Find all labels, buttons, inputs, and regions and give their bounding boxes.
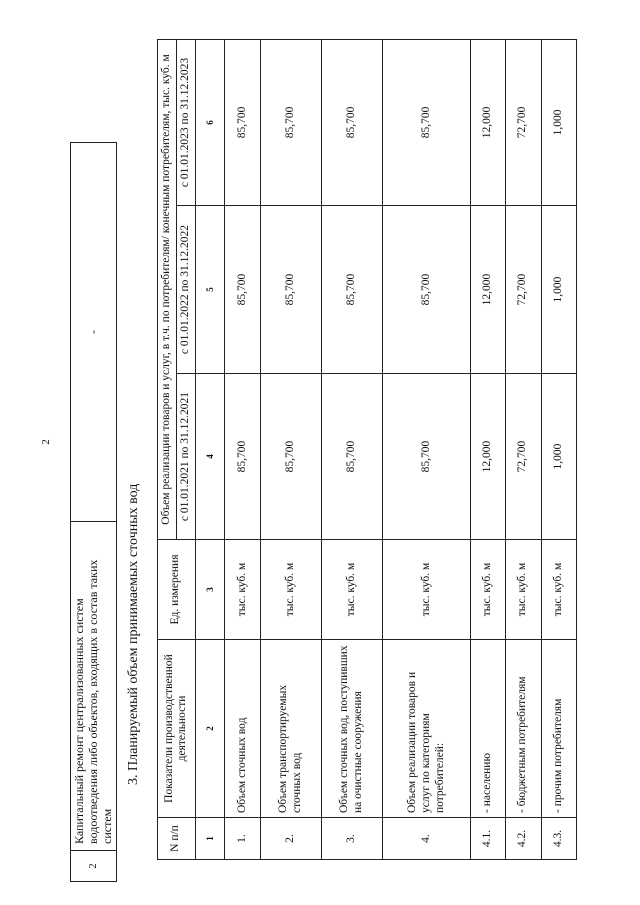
table-row [225, 39, 260, 859]
cell-value-2022: 85,700 [383, 206, 470, 374]
cell-indicator: Объем транспортируемых сточных вод [260, 640, 321, 818]
cell-indicator: - бюджетным потребителям [506, 640, 541, 818]
cell-value-2022: 85,700 [322, 206, 383, 374]
cell-value-2023: 85,700 [383, 39, 470, 205]
header-num: N п/п [158, 818, 196, 860]
cell-value-2022: 72,700 [506, 206, 541, 374]
wastewater-volume-table [157, 40, 577, 860]
cell-value-2022: 1,000 [541, 206, 576, 374]
cell-num: 2. [260, 818, 321, 860]
header-unit: Ед. измерения [158, 540, 196, 640]
cell-value-2023: 12,000 [470, 39, 505, 205]
cell-unit: тыс. куб. м [260, 540, 321, 640]
cell-value-2022: 85,700 [260, 206, 321, 374]
cell-value-2021: 85,700 [322, 374, 383, 540]
column-number: 1 [195, 818, 225, 860]
cell-num: 1. [225, 818, 260, 860]
row-number: 2 [71, 851, 117, 882]
cell-num: 4.3. [541, 818, 576, 860]
cell-value-2021: 85,700 [260, 374, 321, 540]
cell-value-2021: 12,000 [470, 374, 505, 540]
page-number: 2 [40, 439, 52, 445]
section-title: 3. Планируемый объем принимаемых сточных вод [126, 483, 141, 785]
header-group: Объем реализации товаров и услуг, в т.ч. по потребителям/ конечным потребителям, тыс. куб. м [158, 39, 177, 539]
header-period-2023: с 01.01.2023 по 31.12.2023 [176, 39, 195, 205]
cell-value-2021: 85,700 [225, 374, 260, 540]
cell-unit: тыс. куб. м [470, 540, 505, 640]
table-row [260, 39, 321, 859]
cell-unit: тыс. куб. м [506, 540, 541, 640]
cell-unit: тыс. куб. м [225, 540, 260, 640]
capital-repair-table [70, 142, 114, 882]
cell-value-2022: 12,000 [470, 206, 505, 374]
cell-value-2023: 85,700 [322, 39, 383, 205]
table-row [541, 39, 576, 859]
table-row [383, 39, 470, 859]
cell-indicator: Объем сточных вод, поступивших на очистные сооружения [322, 640, 383, 818]
cell-indicator: - прочим потребителям [541, 640, 576, 818]
cell-indicator: Объем реализации товаров и услуг по категориям потребителей: [383, 640, 470, 818]
cell-num: 3. [322, 818, 383, 860]
cell-value-2022: 85,700 [225, 206, 260, 374]
column-number: 2 [195, 640, 225, 818]
row-value: - [71, 143, 117, 522]
cell-indicator: Объем сточных вод [225, 640, 260, 818]
table-row [71, 143, 117, 882]
cell-value-2021: 85,700 [383, 374, 470, 540]
cell-indicator: - населению [470, 640, 505, 818]
column-number: 6 [195, 39, 225, 205]
column-number: 4 [195, 374, 225, 540]
column-number: 3 [195, 540, 225, 640]
cell-value-2023: 1,000 [541, 39, 576, 205]
cell-num: 4.1. [470, 818, 505, 860]
table-row [322, 39, 383, 859]
header-indicator: Показатели производственной деятельности [158, 640, 196, 818]
table-row [506, 39, 541, 859]
table-row [470, 39, 505, 859]
cell-value-2023: 85,700 [225, 39, 260, 205]
header-period-2022: с 01.01.2022 по 31.12.2022 [176, 206, 195, 374]
cell-value-2023: 85,700 [260, 39, 321, 205]
row-description: Капитальный ремонт централизованных систем водоотведения либо объектов, входящих в состав таких систем [71, 522, 117, 851]
cell-unit: тыс. куб. м [322, 540, 383, 640]
cell-num: 4. [383, 818, 470, 860]
cell-unit: тыс. куб. м [541, 540, 576, 640]
cell-value-2021: 72,700 [506, 374, 541, 540]
cell-value-2023: 72,700 [506, 39, 541, 205]
cell-num: 4.2. [506, 818, 541, 860]
header-row [158, 39, 177, 859]
header-period-2021: с 01.01.2021 по 31.12.2021 [176, 374, 195, 540]
column-number: 5 [195, 206, 225, 374]
column-number-row [195, 39, 225, 859]
cell-unit: тыс. куб. м [383, 540, 470, 640]
cell-value-2021: 1,000 [541, 374, 576, 540]
